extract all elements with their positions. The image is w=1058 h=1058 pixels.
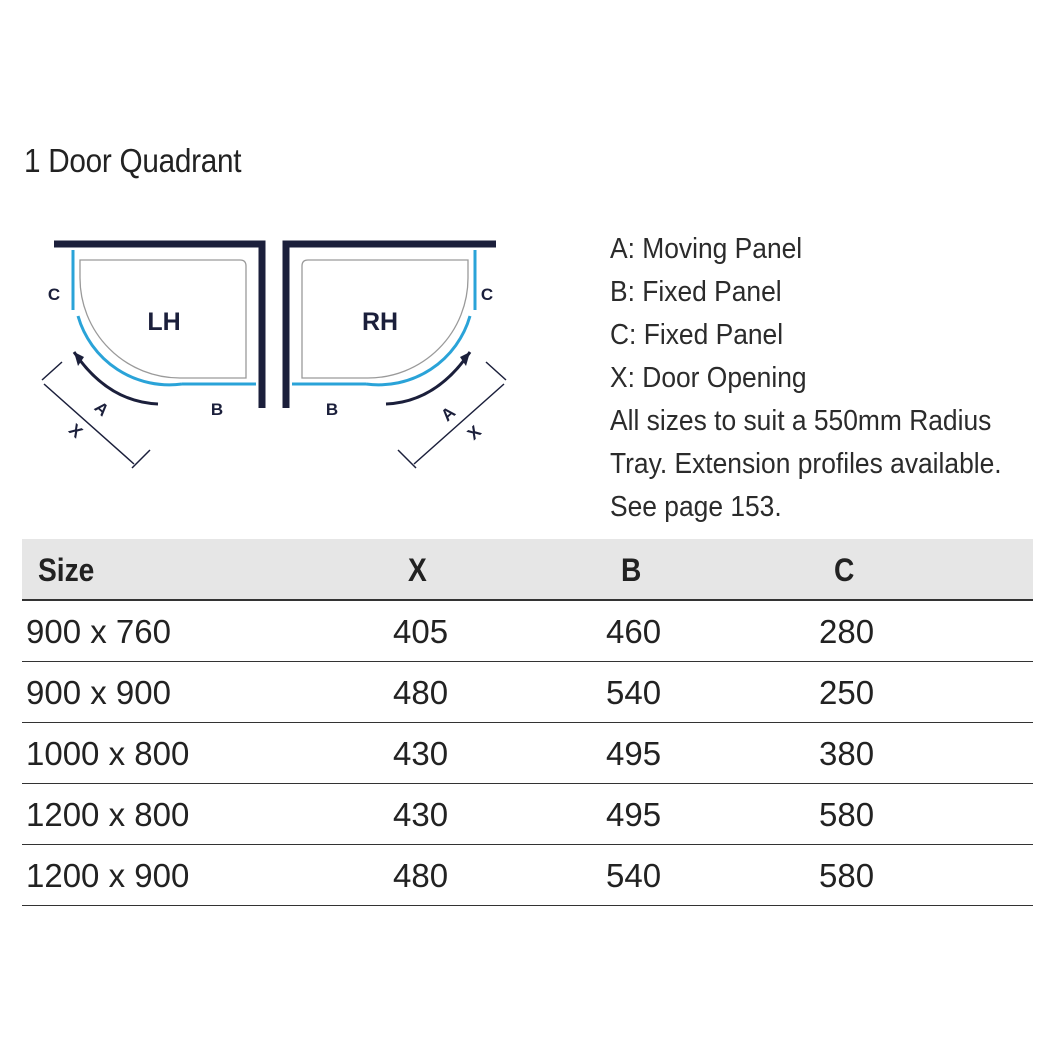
header-b: B <box>621 552 642 588</box>
cell-x: 480 <box>393 674 449 711</box>
rh-tag-a: A <box>437 402 460 426</box>
table-row <box>22 723 1033 784</box>
cell-c: 380 <box>819 735 875 772</box>
legend-note-line-2: Tray. Extension profiles available. <box>610 448 1002 480</box>
cell-size: 1000 x 800 <box>26 735 190 772</box>
lh-tag-b: B <box>210 400 224 419</box>
header-size: Size <box>38 552 95 588</box>
legend-note-line-3: See page 153. <box>610 491 782 523</box>
rh-diagram <box>286 244 506 468</box>
legend <box>610 228 1002 529</box>
cell-b: 495 <box>606 796 662 833</box>
cell-x: 405 <box>393 613 449 650</box>
rh-tag-x: X <box>463 422 485 444</box>
cell-x: 480 <box>393 857 449 894</box>
rh-tag-c: C <box>480 285 494 304</box>
cell-b: 540 <box>606 857 662 894</box>
legend-item-x: X: Door Opening <box>610 362 807 394</box>
header-c: C <box>834 552 855 588</box>
legend-item-b: B: Fixed Panel <box>610 276 782 308</box>
cell-c: 250 <box>819 674 875 711</box>
cell-x: 430 <box>393 796 449 833</box>
cell-c: 580 <box>819 796 875 833</box>
lh-tag-c: C <box>47 285 61 304</box>
lh-label: LH <box>147 308 181 336</box>
cell-size: 1200 x 800 <box>26 796 190 833</box>
legend-item-c: C: Fixed Panel <box>610 319 784 351</box>
rh-tag-b: B <box>325 400 339 419</box>
cell-b: 460 <box>606 613 662 650</box>
cell-b: 540 <box>606 674 662 711</box>
legend-note-line-1: All sizes to suit a 550mm Radius <box>610 405 992 437</box>
rh-label: RH <box>361 308 399 336</box>
cell-b: 495 <box>606 735 662 772</box>
table-header <box>22 539 1033 601</box>
cell-c: 280 <box>819 613 875 650</box>
cell-size: 900 x 760 <box>26 613 171 650</box>
table-row <box>22 662 1033 723</box>
cell-x: 430 <box>393 735 449 772</box>
cell-c: 580 <box>819 857 875 894</box>
table-row <box>22 601 1033 662</box>
legend-item-a: A: Moving Panel <box>610 233 803 265</box>
lh-tag-x: X <box>65 420 87 442</box>
table-row <box>22 845 1033 906</box>
page-title: 1 Door Quadrant <box>24 142 242 179</box>
lh-tag-a: A <box>90 397 113 421</box>
cell-size: 1200 x 900 <box>26 857 190 894</box>
cell-size: 900 x 900 <box>26 674 171 711</box>
table-row <box>22 784 1033 845</box>
lh-diagram <box>42 244 262 468</box>
header-x: X <box>408 552 427 588</box>
quadrant-diagram <box>0 220 540 520</box>
rh-opening-arrow <box>386 352 470 404</box>
size-table <box>22 539 1033 906</box>
lh-opening-arrow <box>74 352 158 404</box>
